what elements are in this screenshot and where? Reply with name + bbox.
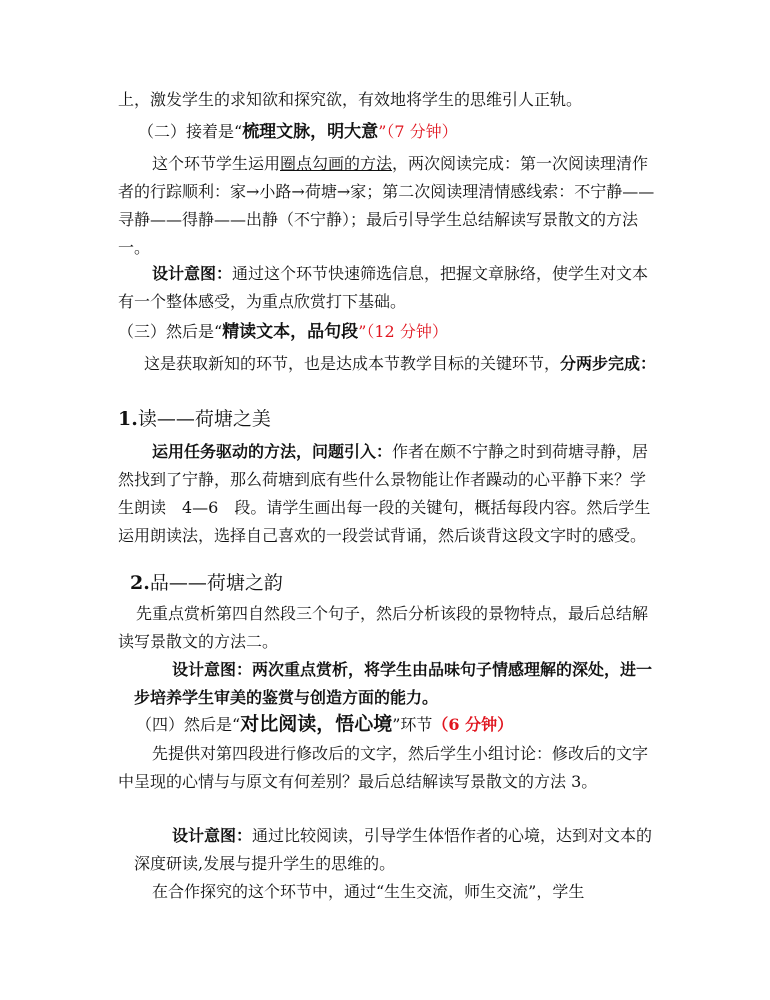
paragraph-intro-end	[118, 86, 658, 114]
section-3-heading: （三）然后是“精读文本，品句段”（12 分钟）	[118, 322, 448, 342]
paragraph-closing: 在合作探究的这个环节中，通过“生生交流，师生交流”，学生	[152, 882, 585, 901]
paragraph-section-4: 先提供对第四段进行修改后的文字，然后学生小组讨论：修改后的文字中呈现的心情与与原文有何差别？最后总结解读写景散文的方法 3。	[118, 744, 649, 791]
paragraph-text: 上，激发学生的求知欲和探究欲，有效地将学生的思维引人正轨。	[118, 90, 583, 109]
section-4-heading: （四）然后是“对比阅读，悟心境”环节（6 分钟）	[136, 713, 514, 735]
section-2-heading: （二）接着是“梳理文脉，明大意”（7 分钟）	[138, 122, 458, 142]
paragraph-subsection-2: 先重点赏析第四自然段三个句子，然后分析该段的景物特点，最后总结解读写景散文的方法二。	[118, 604, 649, 651]
design-intent-1: 设计意图：通过这个环节快速筛选信息，把握文章脉络，使学生对文本有一个整体感受，为重点欣赏打下基础。	[118, 264, 649, 311]
subheading-1: 1.读——荷塘之美	[118, 408, 271, 430]
paragraph-subsection-1: 运用任务驱动的方法，问题引入：作者在颇不宁静之时到荷塘寻静，居然找到了宁静，那么荷塘到底有些什么景物能让作者躁动的心平静下来？学生朗读 4—6 段。请学生画出每一段的关键句，概括每段内容。然后学生运用朗读法，选择自己喜欢的一段尝试背诵，然后谈背这段文字时的感受。	[118, 442, 651, 545]
subheading-2: 2.品——荷塘之韵	[130, 572, 283, 594]
paragraph-section-3: 这是获取新知的环节，也是达成本节教学目标的关键环节，分两步完成：	[144, 354, 657, 373]
design-intent-3: 设计意图：通过比较阅读，引导学生体悟作者的心境，达到对文本的深度研读,发展与提升学生的思维的。	[134, 826, 653, 873]
design-intent-2: 设计意图：两次重点赏析，将学生由品味句子情感理解的深处，进一步培养学生审美的鉴赏与创造方面的能力。	[134, 660, 653, 707]
paragraph-section-2: 这个环节学生运用圈点勾画的方法，两次阅读完成：第一次阅读理清作者的行踪顺利：家→小路→荷塘→家；第二次阅读理清情感线索：不宁静——寻静——得静——出静（不宁静）；最后引导学生总结解读写景散文的方法一。	[118, 154, 655, 257]
